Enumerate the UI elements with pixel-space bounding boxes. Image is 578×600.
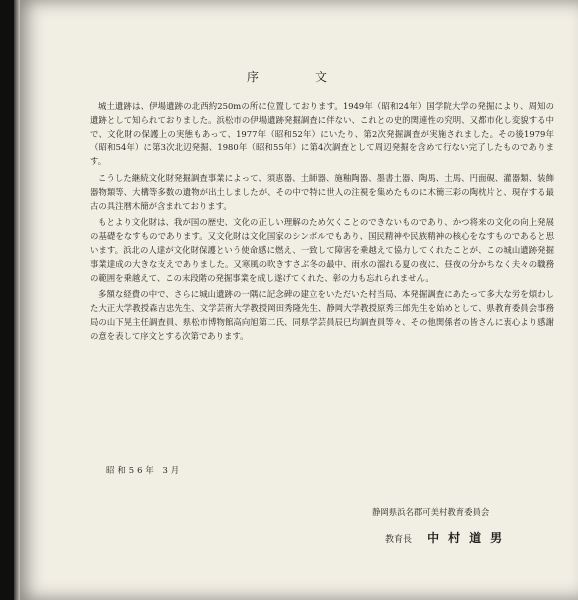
preface-body	[90, 100, 554, 347]
signatory-name: 中村道男	[427, 531, 512, 545]
page-title: 序 文	[246, 70, 349, 84]
document-date: 昭和56年 3月	[106, 465, 183, 475]
signature-block	[385, 527, 511, 546]
signatory-role: 教育長	[385, 535, 413, 545]
paragraph-4: 多額な経費の中で、さらに城山遺跡の一隅に記念碑の建立をいただいた村当局、本発掘調査にあたって多大な労を煩わした大正大学教授森吉忠先生、文学芸術大学教授岡田秀隆先生、静岡大学教授原秀三郎先生を始めとして、県教育委員会事務局の山下晃主任調査員、県松市博物館高向旭第二氏、同県学芸員辰巳均調査員等々、その他関係者の皆さんに衷心より感謝の意を表して序文とする次第であります。	[90, 289, 554, 341]
paragraph-1: 城土遺跡は、伊場遺跡の北西約250mの所に位置しております。1949年（昭和24年）国学院大学の発掘により、周知の遺跡として知られておりました。浜松市の伊場遺跡発掘調査に伴ない、これとの史的関連性の究明、又都市化し変貌する中で、文化財の保護上の実態もあって、1977年（昭和52年）にいたり、第2次発掘調査が実施されました。その後1979年（昭和54年）に第3次北辺発掘、1980年（昭和55年）に第4次調査として周辺発掘を含めて行ない完了したものであります。	[90, 101, 554, 167]
paragraph-2: こうした継続文化財発掘調査事業によって、須恵器、土師器、施釉陶器、墨書土器、陶馬、土馬、円面硯、灌器類、装飾器物類等、大構等多数の遺物が出土しましたが、その中で特に世人の注視を集めたものに木簡三彩の陶枕片と、現存する最古の具注暦木簡が含まれております。	[90, 172, 554, 211]
book-gutter	[14, 0, 20, 600]
paragraph-3: もとより文化財は、我が国の歴史、文化の正しい理解のため欠くことのできないものであり、かつ将来の文化の向上発展の基礎をなすものであります。又文化財は文化国家のシンボルでもあり、国民精神や民族精神の核心をなすものであると思います。浜北の人達が文化財保護という使命感に燃え、一致して障害を乗越えて協力してくれたことが、この城山遺跡発掘事業達成の大きな支えでありました。又寒風の吹きすさぶ冬の最中、雨水の溜れる夏の夜に、昼夜の分かちなく夫々の職務の範囲を乗越えて、この末段階の発掘事業を成し遂げてくれた、彰の力も忘れられません。	[90, 217, 554, 283]
organization-name: 静岡県浜名郡可美村教育委員会	[372, 507, 490, 517]
